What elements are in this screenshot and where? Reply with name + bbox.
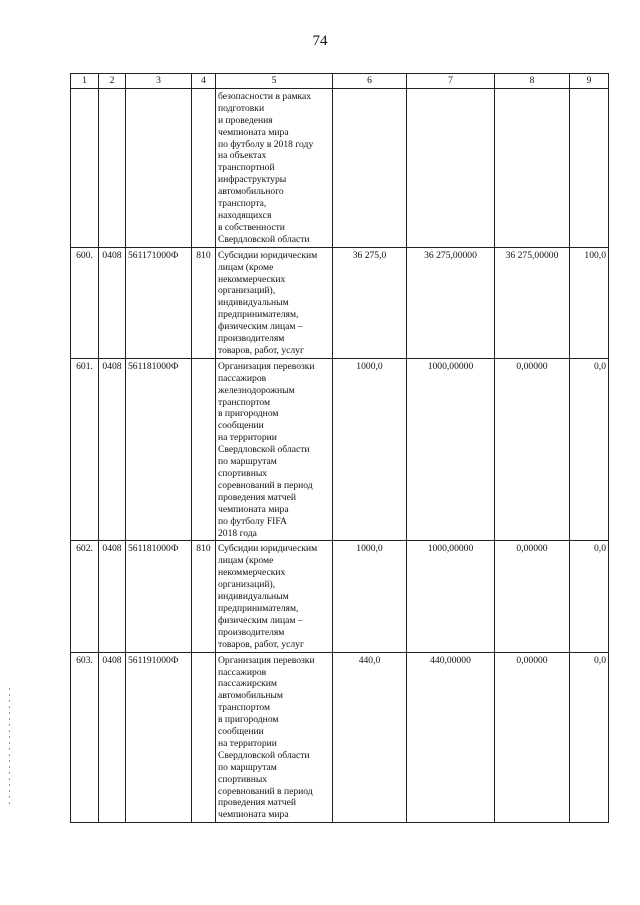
expense-type: 810 [192, 247, 216, 358]
item-name: Организация перевозки пассажиров пассажирским автомобильным транспортом в пригородном сообщении на территории Свердловской области по маршрутам спортивных соревнований в период проведения матчей чемпионата мира [216, 652, 333, 823]
section-code: 0408 [99, 358, 126, 541]
budget-table [70, 73, 609, 823]
column-header: 4 [192, 74, 216, 89]
section-code: 0408 [99, 652, 126, 823]
percent-value: 100,0 [570, 247, 609, 358]
section-code: 0408 [99, 541, 126, 652]
table-row [71, 247, 609, 358]
value-col7: 36 275,00000 [407, 247, 495, 358]
row-number: 600. [71, 247, 99, 358]
percent-value: 0,0 [570, 358, 609, 541]
item-name: Субсидии юридическим лицам (кроме некоммерческих организаций), индивидуальным предпринимателям, физическим лицам – производителям товаров, работ, услуг [216, 247, 333, 358]
value-col8: 0,00000 [495, 541, 570, 652]
page-number: 74 [312, 33, 328, 49]
expense-type [192, 652, 216, 823]
value-col7 [407, 88, 495, 247]
table-header-row [71, 74, 609, 89]
plan-value: 36 275,0 [333, 247, 407, 358]
value-col7: 1000,00000 [407, 541, 495, 652]
plan-value: 440,0 [333, 652, 407, 823]
column-header: 8 [495, 74, 570, 89]
expense-type: 810 [192, 541, 216, 652]
table-row [71, 652, 609, 823]
row-number: 601. [71, 358, 99, 541]
row-number: 603. [71, 652, 99, 823]
row-number: 602. [71, 541, 99, 652]
plan-value [333, 88, 407, 247]
target-code: 561181000Ф [126, 358, 192, 541]
target-code: 561191000Ф [126, 652, 192, 823]
column-header: 7 [407, 74, 495, 89]
row-number [71, 88, 99, 247]
scan-margin-mark [9, 688, 10, 808]
target-code: 561171000Ф [126, 247, 192, 358]
value-col8: 36 275,00000 [495, 247, 570, 358]
column-header: 5 [216, 74, 333, 89]
value-col7: 440,00000 [407, 652, 495, 823]
target-code [126, 88, 192, 247]
value-col8 [495, 88, 570, 247]
percent-value [570, 88, 609, 247]
section-code [99, 88, 126, 247]
item-name: безопасности в рамках подготовки и проведения чемпионата мира по футболу в 2018 году на объектах транспортной инфраструктуры автомобильного транспорта, находящихся в собственности Свердловской области [216, 88, 333, 247]
table-row [71, 358, 609, 541]
value-col7: 1000,00000 [407, 358, 495, 541]
column-header: 1 [71, 74, 99, 89]
item-name: Организация перевозки пассажиров железнодорожным транспортом в пригородном сообщении на территории Свердловской области по маршрутам спортивных соревнований в период проведения матчей чемпионата мира по футболу FIFA 2018 года [216, 358, 333, 541]
expense-type [192, 88, 216, 247]
column-header: 6 [333, 74, 407, 89]
item-name: Субсидии юридическим лицам (кроме некоммерческих организаций), индивидуальным предпринимателям, физическим лицам – производителям товаров, работ, услуг [216, 541, 333, 652]
expense-type [192, 358, 216, 541]
value-col8: 0,00000 [495, 358, 570, 541]
target-code: 561181000Ф [126, 541, 192, 652]
plan-value: 1000,0 [333, 358, 407, 541]
table-row [71, 88, 609, 247]
percent-value: 0,0 [570, 541, 609, 652]
table-row [71, 541, 609, 652]
column-header: 9 [570, 74, 609, 89]
column-header: 2 [99, 74, 126, 89]
percent-value: 0,0 [570, 652, 609, 823]
value-col8: 0,00000 [495, 652, 570, 823]
plan-value: 1000,0 [333, 541, 407, 652]
column-header: 3 [126, 74, 192, 89]
table-body [71, 74, 609, 823]
section-code: 0408 [99, 247, 126, 358]
